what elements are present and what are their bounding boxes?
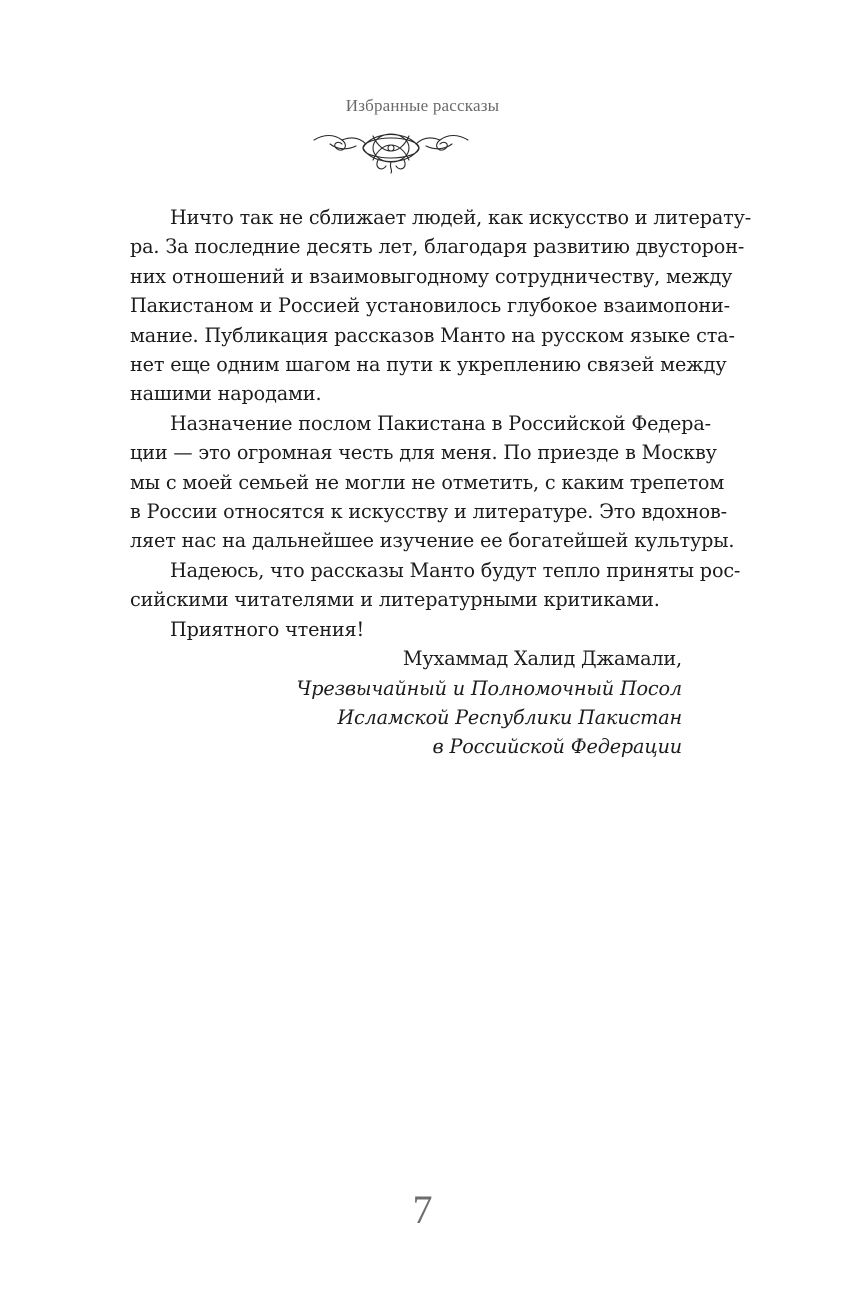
text-line: в России относятся к искусству и литературе. Это вдохнов- [130,500,727,524]
text-line: Назначение послом Пакистана в Российской Федера- [170,411,711,435]
text-line: Надеюсь, что рассказы Манто будут тепло приняты рос- [170,558,741,582]
signature-block [130,644,682,762]
text-line: нашими народами. [130,382,322,406]
signature-title-line: Исламской Республики Пакистан [337,705,682,729]
text-line: Пакистаном и Россией установилось глубокое взаимопони- [130,294,730,318]
flourish-ornament-icon [312,126,470,174]
paragraph-4 [130,615,682,644]
text-line: нет еще одним шагом на пути к укреплению связей между [130,353,727,377]
paragraph-1 [130,203,752,409]
text-line: мание. Публикация рассказов Манто на русском языке ста- [130,323,735,347]
text-line: них отношений и взаимовыгодному сотрудничеству, между [130,264,733,288]
text-line: ции — это огромная честь для меня. По приезде в Москву [130,441,717,465]
signature-title-line: в Российской Федерации [432,735,682,759]
text-line: Ничто так не сближает людей, как искусство и литерату- [170,206,752,229]
page-number: 7 [412,1187,433,1232]
signature-title-line: Чрезвычайный и Полномочный Посол [296,676,682,700]
signature-name: Мухаммад Халид Джамали, [402,647,682,671]
text-line: ра. За последние десять лет, благодаря развитию двусторон- [130,235,745,259]
paragraph-2 [130,409,735,556]
text-line: сийскими читателями и литературными критиками. [130,588,660,612]
text-line: Приятного чтения! [170,617,365,641]
body-text [130,203,752,762]
paragraph-3 [130,556,741,615]
text-line: мы с моей семьей не могли не отметить, с каким трепетом [130,470,725,494]
running-head: Избранные рассказы [345,96,500,115]
text-line: ляет нас на дальнейшее изучение ее богатейшей культуры. [130,529,735,553]
